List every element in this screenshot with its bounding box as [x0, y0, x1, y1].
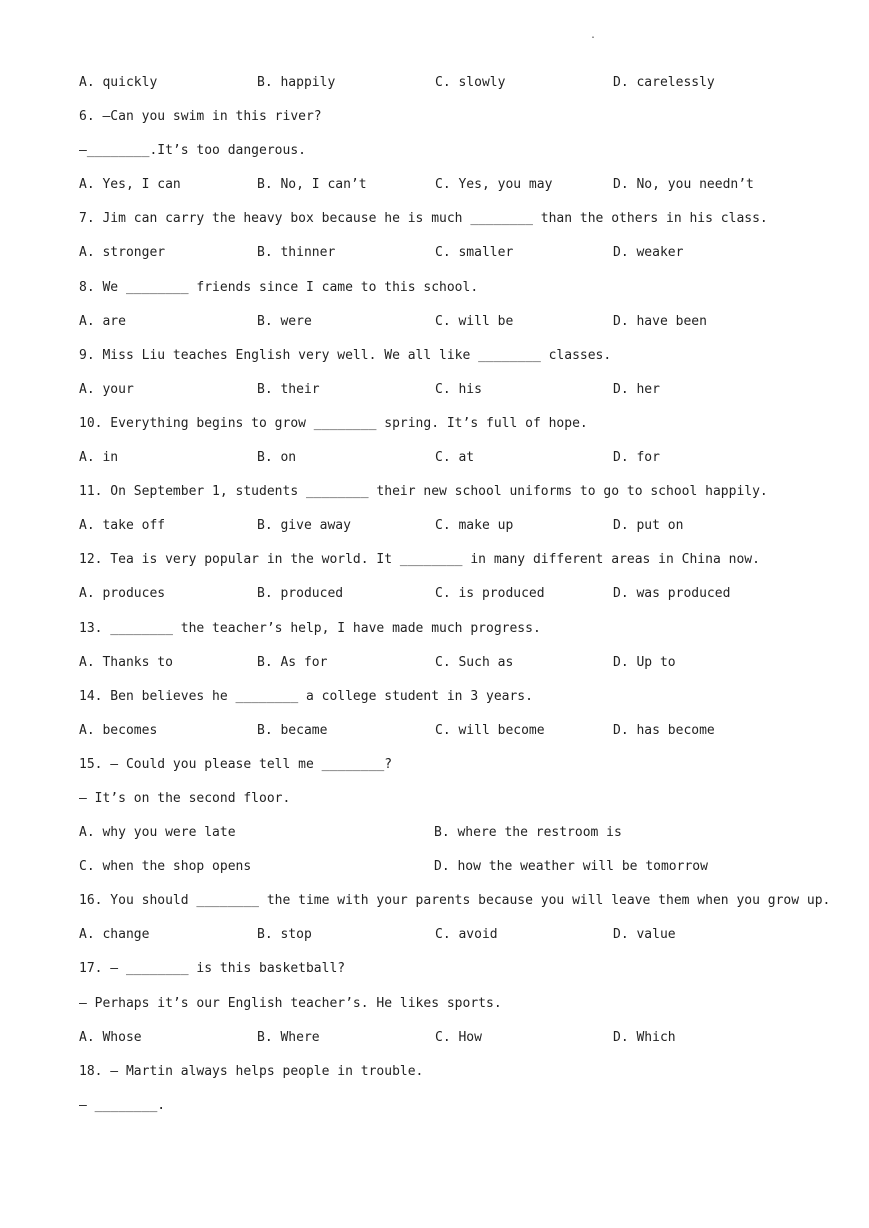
answer-option: B. happily [257, 75, 336, 90]
question-line: 6. —Can you swim in this river? [79, 109, 322, 125]
options-row [79, 926, 819, 960]
question-line: 10. Everything begins to grow ________ spring. It’s full of hope. [79, 415, 588, 431]
question-line: 7. Jim can carry the heavy box because he is much ________ than the others in his class. [79, 211, 768, 227]
question-line: 14. Ben believes he ________ a college student in 3 years. [79, 688, 533, 704]
answer-option: B. their [257, 381, 320, 397]
answer-option: B. stop [257, 927, 312, 943]
options-row [79, 654, 819, 688]
answer-option: A. are [79, 313, 126, 329]
answer-option: D. her [613, 381, 660, 397]
answer-option: B. No, I can’t [257, 177, 367, 193]
answer-option: C. slowly [435, 75, 506, 90]
options-row [79, 74, 819, 108]
answer-option: D. No, you needn’t [613, 177, 754, 193]
answer-option: A. produces [79, 586, 166, 602]
answer-option: A. your [79, 381, 134, 397]
answer-option: C. How [435, 1029, 482, 1045]
options-row [79, 244, 819, 278]
answer-option: C. Yes, you may [435, 177, 553, 193]
answer-option: A. in [79, 450, 119, 466]
answer-option: C. avoid [435, 927, 498, 943]
answer-option: A. becomes [79, 722, 158, 738]
answer-option: C. smaller [435, 245, 514, 261]
answer-option: D. was produced [613, 586, 731, 602]
answer-option: B. As for [257, 654, 328, 670]
options-row [79, 824, 819, 858]
options-row [79, 858, 819, 892]
answer-option: D. weaker [613, 245, 684, 261]
question-line: — ________. [79, 1097, 166, 1113]
answer-option: B. produced [257, 586, 344, 602]
answer-option: B. on [257, 450, 297, 466]
question-line: 9. Miss Liu teaches English very well. We all like ________ classes. [79, 347, 612, 363]
question-line: —________.It’s too dangerous. [79, 143, 306, 159]
options-row [79, 722, 819, 756]
question-line: 12. Tea is very popular in the world. It ________ in many different areas in China now. [79, 552, 760, 568]
question-line: 15. — Could you please tell me ________? [79, 756, 393, 772]
answer-option: A. stronger [79, 245, 166, 261]
options-row [79, 585, 819, 619]
answer-option: D. have been [613, 313, 707, 329]
options-row [79, 517, 819, 551]
options-row [79, 176, 819, 210]
question-line: — Perhaps it’s our English teacher’s. He likes sports. [79, 995, 502, 1011]
options-row [79, 449, 819, 483]
answer-option: C. at [435, 450, 475, 466]
answer-option: D. Which [613, 1029, 676, 1045]
question-line: 18. — Martin always helps people in trouble. [79, 1063, 424, 1079]
answer-option: B. thinner [257, 245, 336, 261]
answer-option: C. his [435, 381, 482, 397]
answer-option: C. Such as [435, 654, 514, 670]
answer-option: A. Thanks to [79, 654, 173, 670]
answer-option: B. Where [257, 1029, 320, 1045]
answer-option: C. when the shop opens [79, 859, 252, 875]
answer-option: A. Whose [79, 1029, 142, 1045]
answer-option: A. change [79, 927, 150, 943]
question-line: 13. ________ the teacher’s help, I have made much progress. [79, 620, 541, 636]
answer-option: D. put on [613, 518, 684, 534]
answer-option: D. carelessly [613, 75, 715, 90]
question-line: 8. We ________ friends since I came to this school. [79, 279, 479, 295]
answer-option: B. became [257, 722, 328, 738]
answer-option: B. where the restroom is [434, 825, 622, 841]
exam-page [79, 74, 831, 1131]
options-row [79, 381, 819, 415]
answer-option: C. will become [435, 722, 545, 738]
answer-option: A. quickly [79, 75, 158, 90]
answer-option: A. why you were late [79, 825, 236, 841]
answer-option: D. how the weather will be tomorrow [434, 859, 708, 875]
header-mark: . [590, 30, 597, 41]
answer-option: B. give away [257, 518, 351, 534]
options-row [79, 313, 819, 347]
options-row [79, 1029, 819, 1063]
answer-option: A. take off [79, 518, 166, 534]
answer-option: D. Up to [613, 654, 676, 670]
question-line: 16. You should ________ the time with your parents because you will leave them when you grow up. [79, 893, 831, 909]
answer-option: B. were [257, 313, 312, 329]
answer-option: D. for [613, 450, 660, 466]
answer-option: D. value [613, 927, 676, 943]
question-line: 11. On September 1, students ________ their new school uniforms to go to school happily. [79, 484, 768, 500]
answer-option: C. will be [435, 313, 514, 329]
question-line: — It’s on the second floor. [79, 790, 291, 806]
answer-option: D. has become [613, 722, 715, 738]
answer-option: C. is produced [435, 586, 545, 602]
question-line: 17. — ________ is this basketball? [79, 961, 346, 977]
answer-option: A. Yes, I can [79, 177, 181, 193]
answer-option: C. make up [435, 518, 514, 534]
